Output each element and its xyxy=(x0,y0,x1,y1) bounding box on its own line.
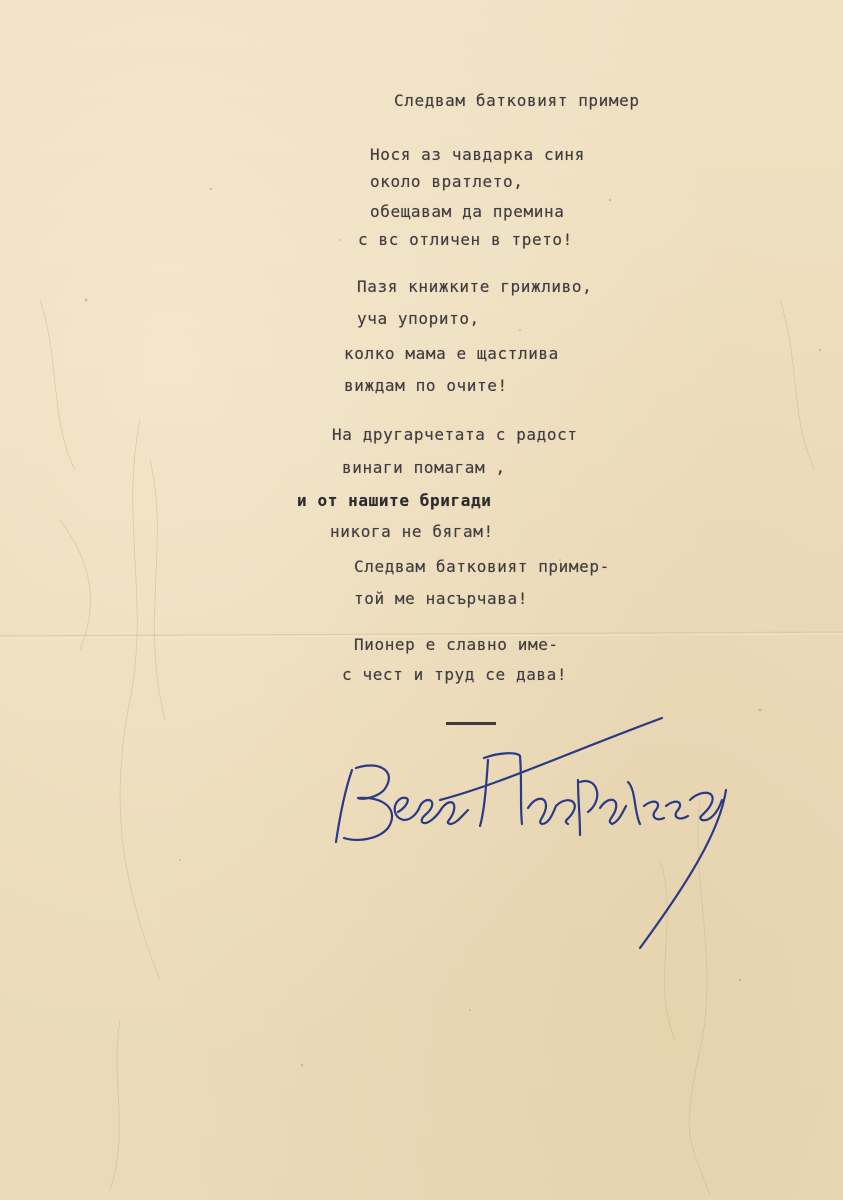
poem-line: той ме насърчава! xyxy=(354,589,528,608)
poem-line: уча упорито, xyxy=(357,309,480,328)
poem-line: Пионер е славно име- xyxy=(354,635,559,654)
poem-line: Следвам батковият пример- xyxy=(354,557,610,576)
poem-line: около вратлето, xyxy=(370,172,524,191)
poem-line: Нося аз чавдарка синя xyxy=(370,145,585,164)
poem-line: Пазя книжките грижливо, xyxy=(357,277,593,296)
poem-line: На другарчетата с радост xyxy=(332,425,578,444)
poem-line: с вс отличен в трето! xyxy=(358,230,573,249)
poem-line: с чест и труд се дава! xyxy=(342,665,568,684)
poem-line: обещавам да премина xyxy=(370,202,565,221)
poem-line: и от нашите бригади xyxy=(297,491,492,510)
poem-line: колко мама е щастлива xyxy=(344,344,559,363)
poem-line: никога не бягам! xyxy=(330,522,494,541)
separator-dash xyxy=(446,722,496,725)
poem-title: Следвам батковият пример xyxy=(394,91,640,110)
poem-line: виждам по очите! xyxy=(344,376,508,395)
poem-line: винаги помагам , xyxy=(342,458,506,477)
